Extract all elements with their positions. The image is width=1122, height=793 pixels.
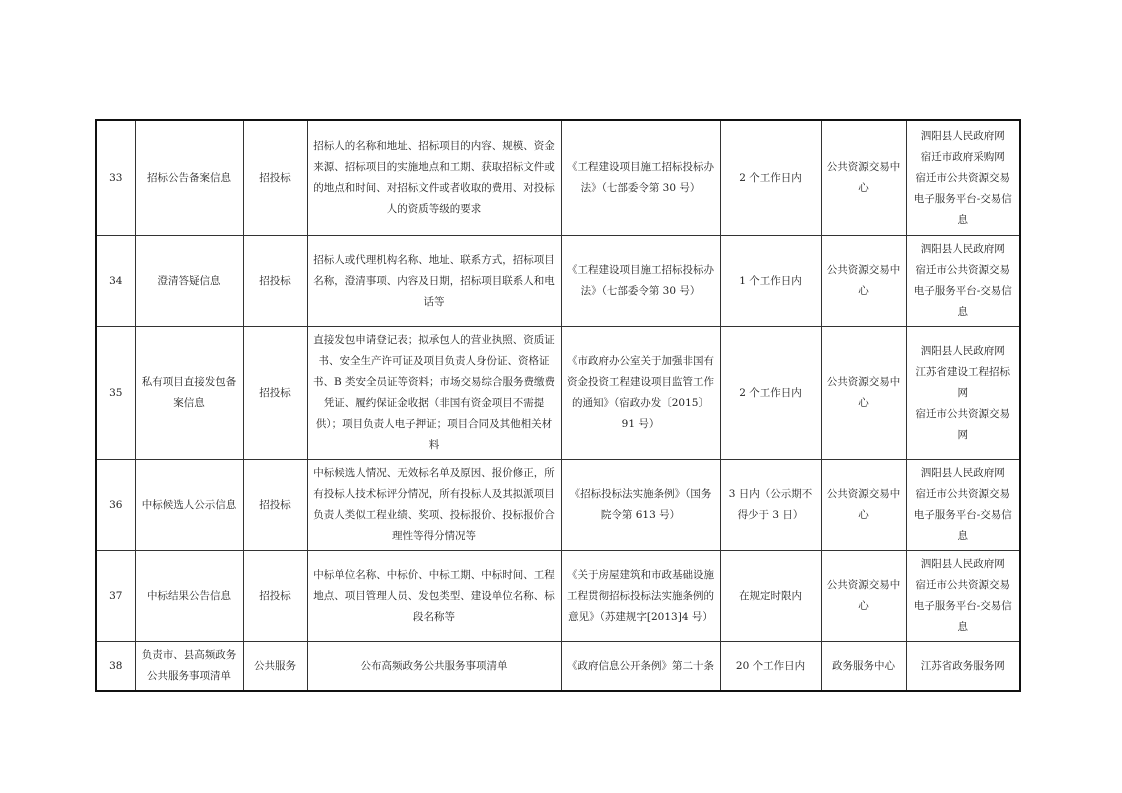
- time-limit: 20 个工作日内: [720, 642, 821, 692]
- responsible-dept: 公共资源交易中心: [821, 460, 906, 551]
- channel: 泗阳县人民政府网: [920, 344, 1005, 357]
- category: 招投标: [243, 551, 307, 642]
- time-limit: 2 个工作日内: [720, 327, 821, 460]
- row-number: 37: [96, 551, 135, 642]
- channel: 泗阳县人民政府网: [920, 129, 1005, 142]
- table-row: [96, 642, 1020, 692]
- legal-basis: 《工程建设项目施工招标投标办法》（七部委令第 30 号）: [561, 236, 720, 327]
- disclosure-table: [95, 119, 1021, 692]
- channel: 泗阳县人民政府网: [920, 243, 1005, 255]
- row-number: 33: [96, 120, 135, 236]
- table-row: [96, 551, 1020, 642]
- item-name: 负责市、县高频政务公共服务事项清单: [135, 642, 243, 692]
- time-limit: 2 个工作日内: [720, 120, 821, 236]
- publication-channels: [906, 120, 1020, 236]
- category: 招投标: [243, 236, 307, 327]
- disclosure-content: 中标单位名称、中标价、中标工期、中标时间、工程地点、项目管理人员、发包类型、建设单位名称、标段名称等: [307, 551, 561, 642]
- responsible-dept: 政务服务中心: [821, 642, 906, 692]
- row-number: 36: [96, 460, 135, 551]
- disclosure-content: 中标候选人情况、无效标名单及原因、报价修正，所有投标人技术标评分情况，所有投标人及其拟派项目负责人类似工程业绩、奖项、投标报价、投标报价合理性等得分情况等: [307, 460, 561, 551]
- time-limit: 3 日内（公示期不得少于 3 日）: [720, 460, 821, 551]
- disclosure-content: 招标人的名称和地址、招标项目的内容、规模、资金来源、招标项目的实施地点和工期、获取招标文件或的地点和时间、对招标文件或者收取的费用、对投标人的资质等级的要求: [307, 120, 561, 236]
- legal-basis: 《关于房屋建筑和市政基础设施工程贯彻招标投标法实施条例的意见》（苏建规字[2013]4 号）: [561, 551, 720, 642]
- publication-channels: [906, 236, 1020, 327]
- row-number: 35: [96, 327, 135, 460]
- channel: 宿迁市政府采购网: [920, 150, 1005, 163]
- channel: 泗阳县人民政府网: [920, 467, 1005, 479]
- publication-channels: [906, 551, 1020, 642]
- item-name: 私有项目直接发包备案信息: [135, 327, 243, 460]
- channel: 泗阳县人民政府网: [920, 558, 1005, 570]
- responsible-dept: 公共资源交易中心: [821, 551, 906, 642]
- publication-channels: [906, 327, 1020, 460]
- time-limit: 在规定时限内: [720, 551, 821, 642]
- responsible-dept: 公共资源交易中心: [821, 236, 906, 327]
- category: 招投标: [243, 327, 307, 460]
- table-row: [96, 327, 1020, 460]
- legal-basis: 《工程建设项目施工招标投标办法》（七部委令第 30 号）: [561, 120, 720, 236]
- table-row: [96, 120, 1020, 236]
- channel: 江苏省建设工程招标网: [915, 365, 1010, 399]
- legal-basis: 《政府信息公开条例》第二十条: [561, 642, 720, 692]
- legal-basis: 《市政府办公室关于加强非国有资金投资工程建设项目监管工作的通知》（宿政办发〔2015〕91 号）: [561, 327, 720, 460]
- disclosure-content: 公布高频政务公共服务事项清单: [307, 642, 561, 692]
- disclosure-content: 招标人或代理机构名称、地址、联系方式，招标项目名称，澄清事项、内容及日期，招标项目联系人和电话等: [307, 236, 561, 327]
- legal-basis: 《招标投标法实施条例》（国务院令第 613 号）: [561, 460, 720, 551]
- category: 公共服务: [243, 642, 307, 692]
- channel: 江苏省政务服务网: [920, 659, 1005, 672]
- publication-channels: [906, 460, 1020, 551]
- category: 招投标: [243, 120, 307, 236]
- item-name: 澄清答疑信息: [135, 236, 243, 327]
- time-limit: 1 个工作日内: [720, 236, 821, 327]
- channel: 宿迁市公共资源交易网: [915, 407, 1010, 441]
- item-name: 招标公告备案信息: [135, 120, 243, 236]
- channel: 宿迁市公共资源交易电子服务平台-交易信息: [913, 264, 1012, 318]
- item-name: 中标结果公告信息: [135, 551, 243, 642]
- responsible-dept: 公共资源交易中心: [821, 327, 906, 460]
- publication-channels: [906, 642, 1020, 692]
- table-row: [96, 236, 1020, 327]
- disclosure-content: 直接发包申请登记表；拟承包人的营业执照、资质证书、安全生产许可证及项目负责人身份证、资格证书、B 类安全员证等资料；市场交易综合服务费缴费凭证、履约保证金收据（非国有资金项目不需提供）；项目负责人电子押证；项目合同及其他相关材料: [307, 327, 561, 460]
- row-number: 38: [96, 642, 135, 692]
- responsible-dept: 公共资源交易中心: [821, 120, 906, 236]
- channel: 宿迁市公共资源交易电子服务平台-交易信息: [913, 488, 1012, 542]
- category: 招投标: [243, 460, 307, 551]
- item-name: 中标候选人公示信息: [135, 460, 243, 551]
- row-number: 34: [96, 236, 135, 327]
- channel: 宿迁市公共资源交易电子服务平台-交易信息: [913, 579, 1012, 633]
- channel: 宿迁市公共资源交易电子服务平台-交易信息: [913, 171, 1012, 226]
- table-row: [96, 460, 1020, 551]
